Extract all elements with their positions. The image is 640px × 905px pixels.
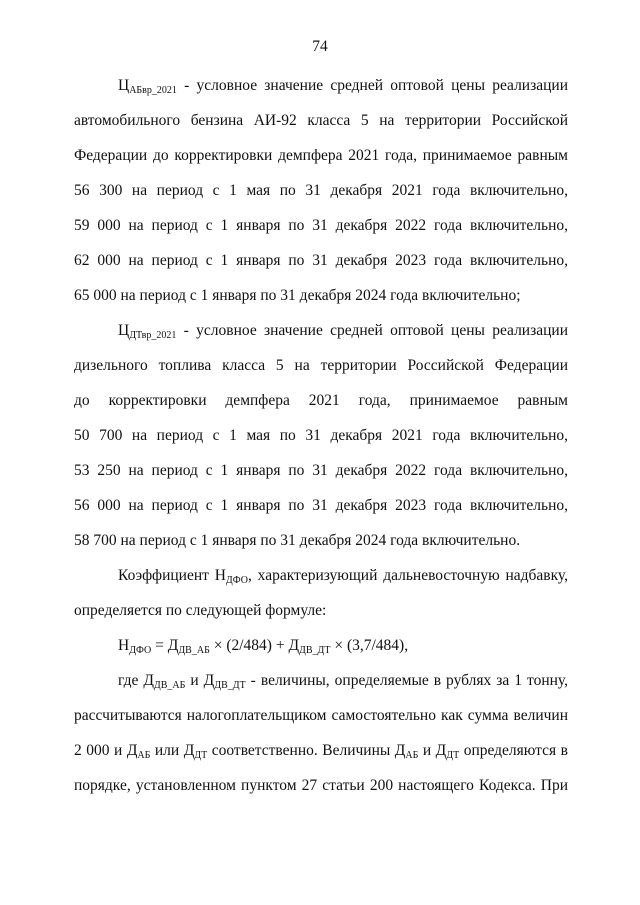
- text-line: 59 000 на период с 1 января по 31 декабря 2022 года включительно,: [74, 217, 568, 234]
- text-line: 65 000 на период с 1 января по 31 декабря 2024 года включительно;: [74, 287, 521, 304]
- page-number: 74: [312, 38, 328, 55]
- text-line: рассчитываются налогоплательщиком самостоятельно как сумма величин: [74, 707, 568, 724]
- text-line: где $Д_{ДВ\_АБ}$ и $Д_{ДВ\_ДТ}$ - величины, определяемые в рублях за 1 тонну,: [118, 672, 568, 691]
- text-line: 56 000 на период с 1 января по 31 декабря 2023 года включительно,: [74, 497, 568, 514]
- text-line: до корректировки демпфера 2021 года, принимаемое равным: [74, 392, 568, 409]
- text-line: 53 250 на период с 1 января по 31 декабря 2022 года включительно,: [74, 462, 568, 479]
- text-line: 62 000 на период с 1 января по 31 декабря 2023 года включительно,: [74, 252, 568, 269]
- text-line: 2 000 и $Д_{АБ}$ или $Д_{ДТ}$ соответственно. Величины $Д_{АБ}$ и $Д_{ДТ}$ определяются в: [74, 742, 568, 761]
- text-line: Коэффициент $Н_{ДФО}$, характеризующий дальневосточную надбавку,: [118, 567, 568, 586]
- text-line: 50 700 на период с 1 мая по 31 декабря 2021 года включительно,: [74, 427, 568, 444]
- text-line: Федерации до корректировки демпфера 2021 года, принимаемое равным: [74, 147, 568, 164]
- text-line: $Ц_{АБвр\_2021}$ - условное значение средней оптовой цены реализации: [118, 77, 568, 96]
- text-line: дизельного топлива класса 5 на территории Российской Федерации: [74, 357, 568, 374]
- text-line: 58 700 на период с 1 января по 31 декабря 2024 года включительно.: [74, 532, 521, 549]
- text-line: порядке, установленном пунктом 27 статьи 200 настоящего Кодекса. При: [74, 777, 568, 794]
- text-line: автомобильного бензина АИ-92 класса 5 на территории Российской: [74, 112, 568, 129]
- text-line: определяется по следующей формуле:: [74, 602, 327, 619]
- text-line: 56 300 на период с 1 мая по 31 декабря 2021 года включительно,: [74, 182, 568, 199]
- text-line: $Ц_{ДТвр\_2021}$ - условное значение средней оптовой цены реализации: [118, 322, 568, 341]
- formula: $Н_{ДФО} = Д_{ДВ\_АБ} \times (2/484) + Д_{ДВ\_ДТ} \times (3,7/484)$,: [118, 637, 409, 656]
